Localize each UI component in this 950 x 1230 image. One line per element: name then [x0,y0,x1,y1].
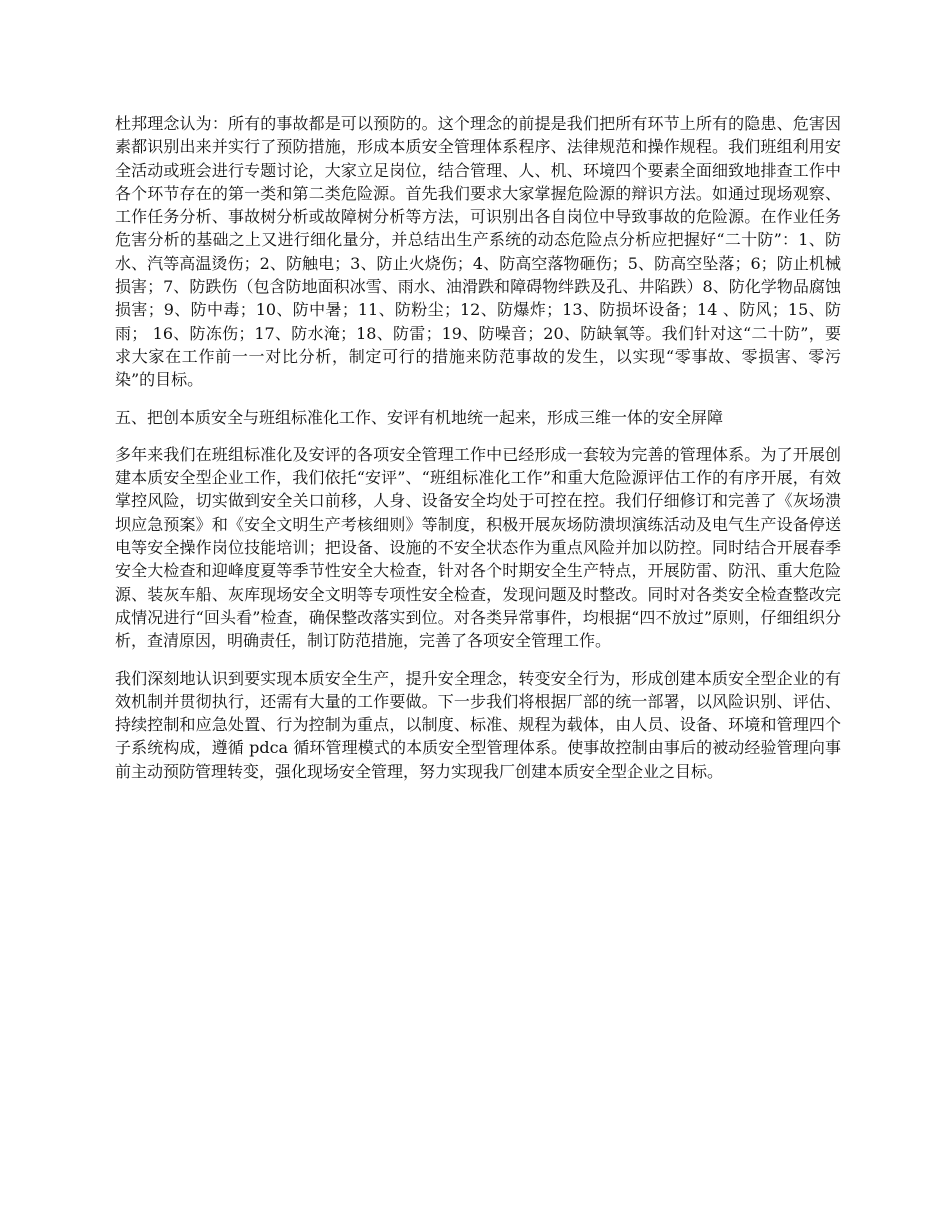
section-heading-five: 五、把创本质安全与班组标准化工作、安评有机地统一起来，形成三维一体的安全屏障 [115,407,724,427]
paragraph-management-system: 多年来我们在班组标准化及安评的各项安全管理工作中已经形成一套较为完善的管理体系。为了开展创建本质安全型企业工作，我们依托“安评”、“班组标准化工作”和重大危险源评估工作的有序开展，有效掌控风险，切实做到安全关口前移，人身、设备安全均处于可控在控。我们仔细修订和完善了《灰场溃坝应急预案》和《安全文明生产考核细则》等制度，积极开展灰场防溃坝演练活动及电气生产设备停送电等安全操作岗位技能培训；把设备、设施的不安全状态作为重点风险并加以防控。同时结合开展春季安全大检查和迎峰度夏等季节性安全大检查，针对各个时期安全生产特点，开展防雷、防汛、重大危险源、装灰车船、灰库现场安全文明等专项性安全检查，发现问题及时整改。同时对各类安全检查整改完成情况进行“回头看”检查，确保整改落实到位。对各类异常事件，均根据“四不放过”原则，仔细组织分析，查清原因，明确责任，制订防范措施，完善了各项安全管理工作。 [115,444,841,651]
paragraph-dupont-concept: 杜邦理念认为：所有的事故都是可以预防的。这个理念的前提是我们把所有环节上所有的隐患、危害因素都识别出来并实行了预防措施，形成本质安全管理体系程序、法律规范和操作规程。我们班组利用安全活动或班会进行专题讨论，大家立足岗位，结合管理、人、机、环境四个要素全面细致地排查工作中各个环节存在的第一类和第二类危险源。首先我们要求大家掌握危险源的辩识方法。如通过现场观察、工作任务分析、事故树分析或故障树分析等方法，可识别出各自岗位中导致事故的危险源。在作业任务危害分析的基础之上又进行细化量分，并总结出生产系统的动态危险点分析应把握好“二十防”：1、防水、汽等高温烫伤；2、防触电；3、防止火烧伤；4、防高空落物砸伤；5、防高空坠落；6；防止机械损害；7、防跌伤（包含防地面积冰雪、雨水、油滑跌和障碍物绊跌及孔、井陷跌）8、防化学物品腐蚀损害；9、防中毒；10、防中暑；11、防粉尘；12、防爆炸；13、防损坏设备；14 、防风；15、防雨； 16、防冻伤；17、防水淹；18、防雷；19、防噪音；20、防缺氧等。我们针对这“二十防”，要求大家在工作前一一对比分析，制定可行的措施来防范事故的发生，以实现“零事故、零损害、零污染”的目标。 [115,114,841,390]
paragraph-next-steps: 我们深刻地认识到要实现本质安全生产，提升安全理念，转变安全行为，形成创建本质安全型企业的有效机制并贯彻执行，还需有大量的工作要做。下一步我们将根据厂部的统一部署，以风险识别、评估、持续控制和应急处置、行为控制为重点，以制度、标准、规程为载体，由人员、设备、环境和管理四个子系统构成，遵循 pdca 循环管理模式的本质安全型管理体系。使事故控制由事后的被动经验管理向事前主动预防管理转变，强化现场安全管理，努力实现我厂创建本质安全型企业之目标。 [115,668,841,781]
document-body [115,112,841,797]
